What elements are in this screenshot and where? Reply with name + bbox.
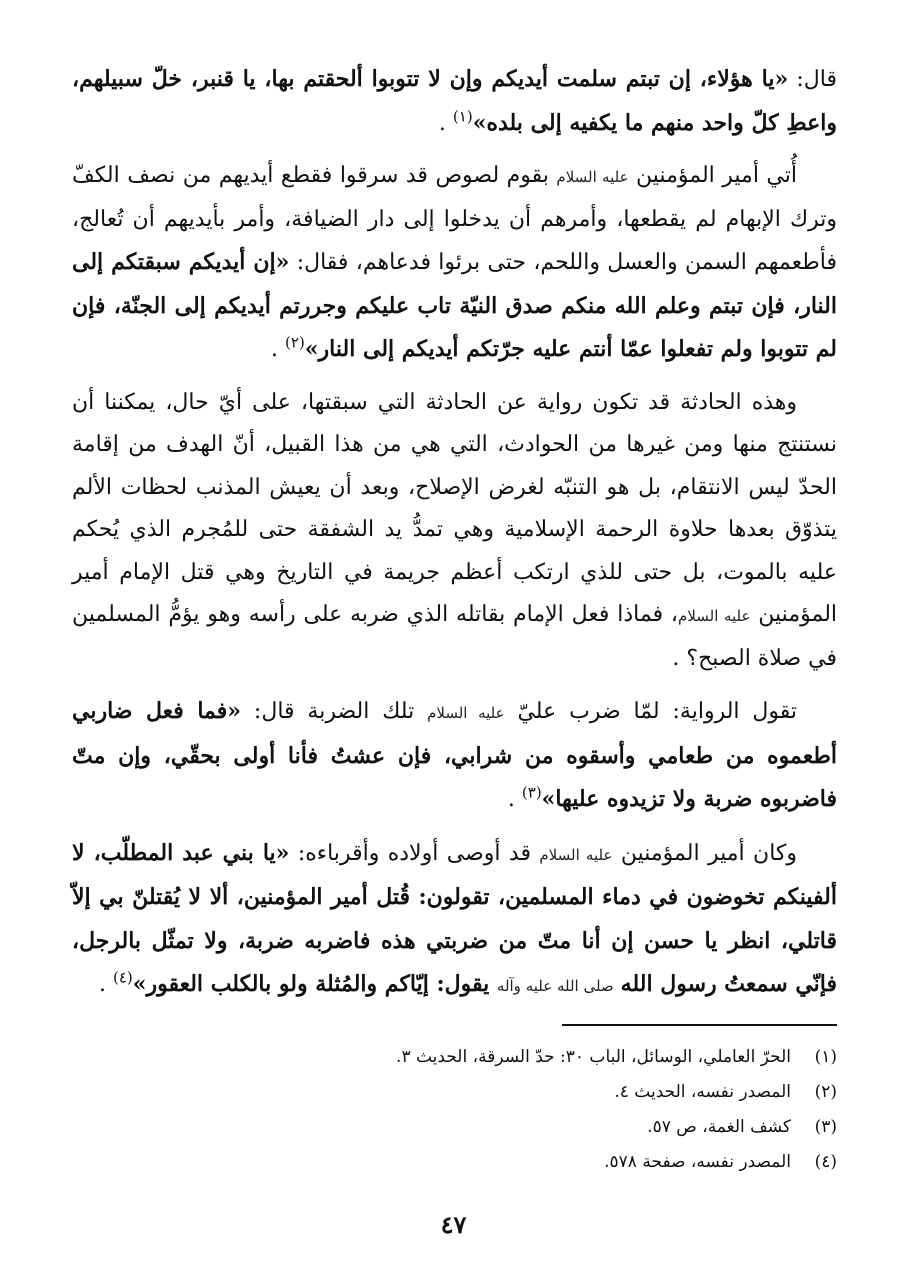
footnote-item: [72, 1145, 837, 1180]
paragraph-4-end: .: [507, 787, 522, 812]
paragraph-2-text-b: بقوم لصوص قد سرقوا فقطع أيديهم من نصف الكفّ وترك الإبهام لم يقطعها، وأمرهم أن يدخلوا إلى دار الضيافة، وأمر بأيديهم أن تُعالج، فأطعمهم السمن والعسل واللحم، حتى برئوا فدعاهم، فقال:: [72, 163, 837, 275]
footnote-item: [72, 1075, 837, 1110]
honorific-glyph: صلى الله عليه وآله: [496, 977, 614, 995]
paragraph-3-text-a: وهذه الحادثة قد تكون رواية عن الحادثة التي سبقتها، على أيّ حال، يمكننا أن نستنتج منها ومن غيرها من الحوادث، التي هي من هذا القبيل، أنّ الهدف من إقامة الحدّ ليس الانتقام، بل هو التنبّه لغرض الإصلاح، وبعد أن يعيش المذنب لحظات الألم يتذوّق بعدها حلاوة الرحمة الإسلامية وهي تمدُّ يد الشفقة حتى للمُجرم الذي يُحكم عليه بالموت، بل حتى للذي ارتكب أعظم جريمة في التاريخ وهي قتل الإمام أمير المؤمنين: [72, 389, 838, 627]
footnote-number: (٢): [814, 1082, 837, 1102]
page-body: [72, 58, 837, 1018]
paragraph-5-end: .: [98, 972, 113, 997]
footnote-ref-3[interactable]: (٣): [521, 783, 542, 802]
paragraph-3-text-b: ، فماذا فعل الإمام بقاتله الذي ضربه على رأسه وهو يؤمُّ المسلمين في صلاة الصبح؟ .: [72, 602, 837, 671]
footnote-text: الحرّ العاملي، الوسائل، الباب ٣٠: حدّ السرقة، الحديث ٣.: [396, 1047, 791, 1067]
honorific-glyph: عليه السلام: [539, 845, 613, 864]
footnote-number: (٤): [814, 1152, 837, 1172]
quote-text: «إن أيديكم سبقتكم إلى النار، فإن تبتم وعلم الله منكم صدق النيّة تاب عليكم وجررتم أيديكم إلى الجنّة، فإن لم تتوبوا ولم تفعلوا عمّا أنتم عليه جرّتكم أيديكم إلى النار»: [72, 249, 837, 362]
quote-text: «يا بني عبد المطلّب، لا ألفينكم تخوضون في دماء المسلمين، تقولون: قُتل أمير المؤمنين، ألا لا يُقتلنّ بي إلاّ قاتلي، انظر يا حسن إن أنا متّ من ضربتي هذه فاضربه ضربة، ولا تمثّل بالرجل، فإنّي سمعتُ رسول الله: [72, 839, 837, 997]
footnote-ref-4[interactable]: (٤): [112, 968, 133, 987]
footnote-number: (٣): [814, 1117, 837, 1137]
footnote-number: (١): [814, 1047, 837, 1067]
honorific-glyph: عليه السلام: [427, 704, 505, 722]
paragraph-2: [72, 155, 837, 372]
paragraph-1-end: .: [438, 110, 453, 136]
quote-text: يقول: إيّاكم والمُثلة ولو بالكلب العقور»: [132, 971, 497, 997]
footnote-ref-2[interactable]: (٢): [285, 333, 305, 352]
paragraph-1-lead: قال:: [788, 67, 838, 92]
paragraph-4: [72, 690, 837, 822]
paragraph-5-text-a: وكان أمير المؤمنين: [620, 840, 798, 866]
paragraph-4-text-a: تقول الرواية: لمّا ضرب عليّ: [517, 699, 798, 724]
paragraph-2-end: .: [271, 337, 286, 362]
footnote-item: [72, 1040, 837, 1075]
footnote-item: [72, 1110, 837, 1145]
page-number: ٤٧: [440, 1210, 467, 1239]
paragraph-3: [72, 382, 837, 681]
footnotes: [72, 1040, 837, 1180]
paragraph-5-text-b: قد أوصى أولاده وأقرباءه:: [289, 840, 540, 866]
paragraph-5: [72, 832, 837, 1008]
honorific-glyph: عليه السلام: [556, 168, 629, 186]
quote-text: «فما فعل ضاربي أطعموه من طعامي وأسقوه من شرابي، فإن عشتُ فأنا أولى بحقّي، وإن متّ فاضربوه ضربة ولا تزيدوه عليها»: [72, 698, 837, 812]
paragraph-2-text-a: أُتي أمير المؤمنين: [636, 163, 797, 188]
quote-text: «يا هؤلاء، إن تبتم سلمت أيديكم وإن لا تتوبوا ألحقتم بها، يا قنبر، خلّ سبيلهم، واعطِ كلّ واحد منهم ما يكفيه إلى بلده»: [72, 66, 837, 136]
footnote-divider: [562, 1024, 837, 1026]
footnote-text: كشف الغمة، ص ٥٧.: [647, 1117, 791, 1137]
paragraph-1: [72, 58, 837, 145]
footnote-text: المصدر نفسه، الحديث ٤.: [614, 1082, 791, 1102]
footnote-ref-1[interactable]: (١): [452, 107, 473, 126]
paragraph-4-text-b: تلك الضربة قال:: [241, 699, 428, 724]
honorific-glyph: عليه السلام: [678, 607, 751, 625]
footnote-text: المصدر نفسه، صفحة ٥٧٨.: [604, 1152, 791, 1172]
